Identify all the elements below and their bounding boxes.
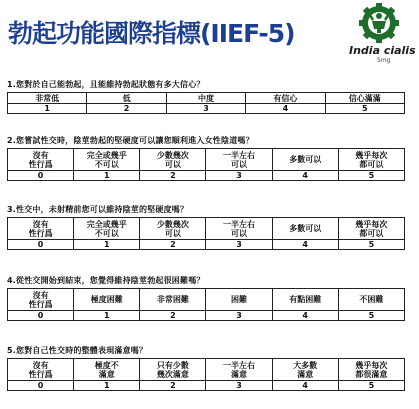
option-cell: 沒有 性行爲 <box>8 359 74 381</box>
score-cell: 0 <box>8 240 74 250</box>
option-cell: 不困難 <box>338 289 404 311</box>
score-cell: 1 <box>74 381 140 391</box>
option-cell: 一半左右 可以 <box>206 149 272 171</box>
option-cell: 完全或幾乎 不可以 <box>74 149 140 171</box>
score-cell: 5 <box>325 104 404 114</box>
option-cell: 只有少數 幾次滿意 <box>140 359 206 381</box>
score-cell: 3 <box>206 311 272 321</box>
score-cell: 3 <box>206 171 272 181</box>
score-cell: 0 <box>8 171 74 181</box>
question-2 <box>7 136 405 181</box>
option-cell: 幾乎每次 都可以 <box>338 149 404 171</box>
question-text: 5.您對自己性交時的整體表現滿意嗎？ <box>7 346 148 355</box>
score-cell: 2 <box>87 104 166 114</box>
option-cell: 少數幾次 可以 <box>140 149 206 171</box>
option-cell: 沒有 性行爲 <box>8 289 74 311</box>
option-cell: 極度不 滿意 <box>74 359 140 381</box>
score-cell: 1 <box>8 104 87 114</box>
score-cell: 2 <box>140 171 206 181</box>
brand-dose: 5mg <box>377 57 391 64</box>
answer-table <box>7 92 405 114</box>
score-cell: 5 <box>338 381 404 391</box>
option-cell: 非常困難 <box>140 289 206 311</box>
score-cell: 4 <box>272 240 338 250</box>
option-cell: 完全或幾乎 不可以 <box>74 218 140 240</box>
option-cell: 低 <box>87 93 166 104</box>
option-cell: 沒有 性行爲 <box>8 149 74 171</box>
option-cell: 幾乎每次 都可以 <box>338 218 404 240</box>
score-cell: 0 <box>8 311 74 321</box>
score-cell: 1 <box>74 240 140 250</box>
answer-table <box>7 148 405 181</box>
question-text: 2.您嘗試性交時，陰莖勃起的堅硬度可以讓您順利進入女性陰道嗎？ <box>7 136 254 145</box>
option-cell: 信心滿滿 <box>325 93 404 104</box>
option-cell: 多數可以 <box>272 149 338 171</box>
score-cell: 3 <box>206 381 272 391</box>
option-cell: 中度 <box>166 93 245 104</box>
page-title: 勃起功能國際指標(IIEF-5) <box>8 19 295 48</box>
option-cell: 極度困難 <box>74 289 140 311</box>
option-cell: 有點困難 <box>272 289 338 311</box>
option-cell: 有信心 <box>246 93 325 104</box>
score-cell: 3 <box>206 240 272 250</box>
score-cell: 2 <box>140 381 206 391</box>
question-text: 4.從性交開始到結束，您覺得維持陰莖勃起很困難嗎？ <box>7 276 205 285</box>
score-cell: 0 <box>8 381 74 391</box>
score-cell: 4 <box>272 311 338 321</box>
brand-logo <box>339 2 419 68</box>
question-text: 1.您對於自己能勃起，且能維持勃起狀態有多大信心？ <box>7 80 205 89</box>
option-cell: 大多數 滿意 <box>272 359 338 381</box>
flexing-strongman-in-gear-icon <box>339 2 419 46</box>
option-cell: 少數幾次 可以 <box>140 218 206 240</box>
answer-table <box>7 288 405 321</box>
answer-table <box>7 217 405 250</box>
option-cell: 沒有 性行爲 <box>8 218 74 240</box>
score-cell: 4 <box>272 381 338 391</box>
score-cell: 1 <box>74 311 140 321</box>
score-cell: 1 <box>74 171 140 181</box>
score-cell: 5 <box>338 311 404 321</box>
brand-name: India cialis <box>349 44 416 57</box>
score-cell: 2 <box>140 311 206 321</box>
question-5 <box>7 346 405 391</box>
score-cell: 4 <box>246 104 325 114</box>
score-cell: 2 <box>140 240 206 250</box>
option-cell: 非常低 <box>8 93 87 104</box>
score-cell: 4 <box>272 171 338 181</box>
score-cell: 3 <box>166 104 245 114</box>
score-cell: 5 <box>338 240 404 250</box>
option-cell: 一半左右 可以 <box>206 218 272 240</box>
option-cell: 一半左右 滿意 <box>206 359 272 381</box>
question-4 <box>7 276 405 321</box>
option-cell: 幾乎每次 都很滿意 <box>338 359 404 381</box>
answer-table <box>7 358 405 391</box>
option-cell: 多數可以 <box>272 218 338 240</box>
question-text: 3.性交中，未射精前您可以維持陰莖的堅硬度嗎？ <box>7 205 189 214</box>
score-cell: 5 <box>338 171 404 181</box>
option-cell: 困難 <box>206 289 272 311</box>
question-1 <box>7 80 405 114</box>
question-3 <box>7 205 405 250</box>
